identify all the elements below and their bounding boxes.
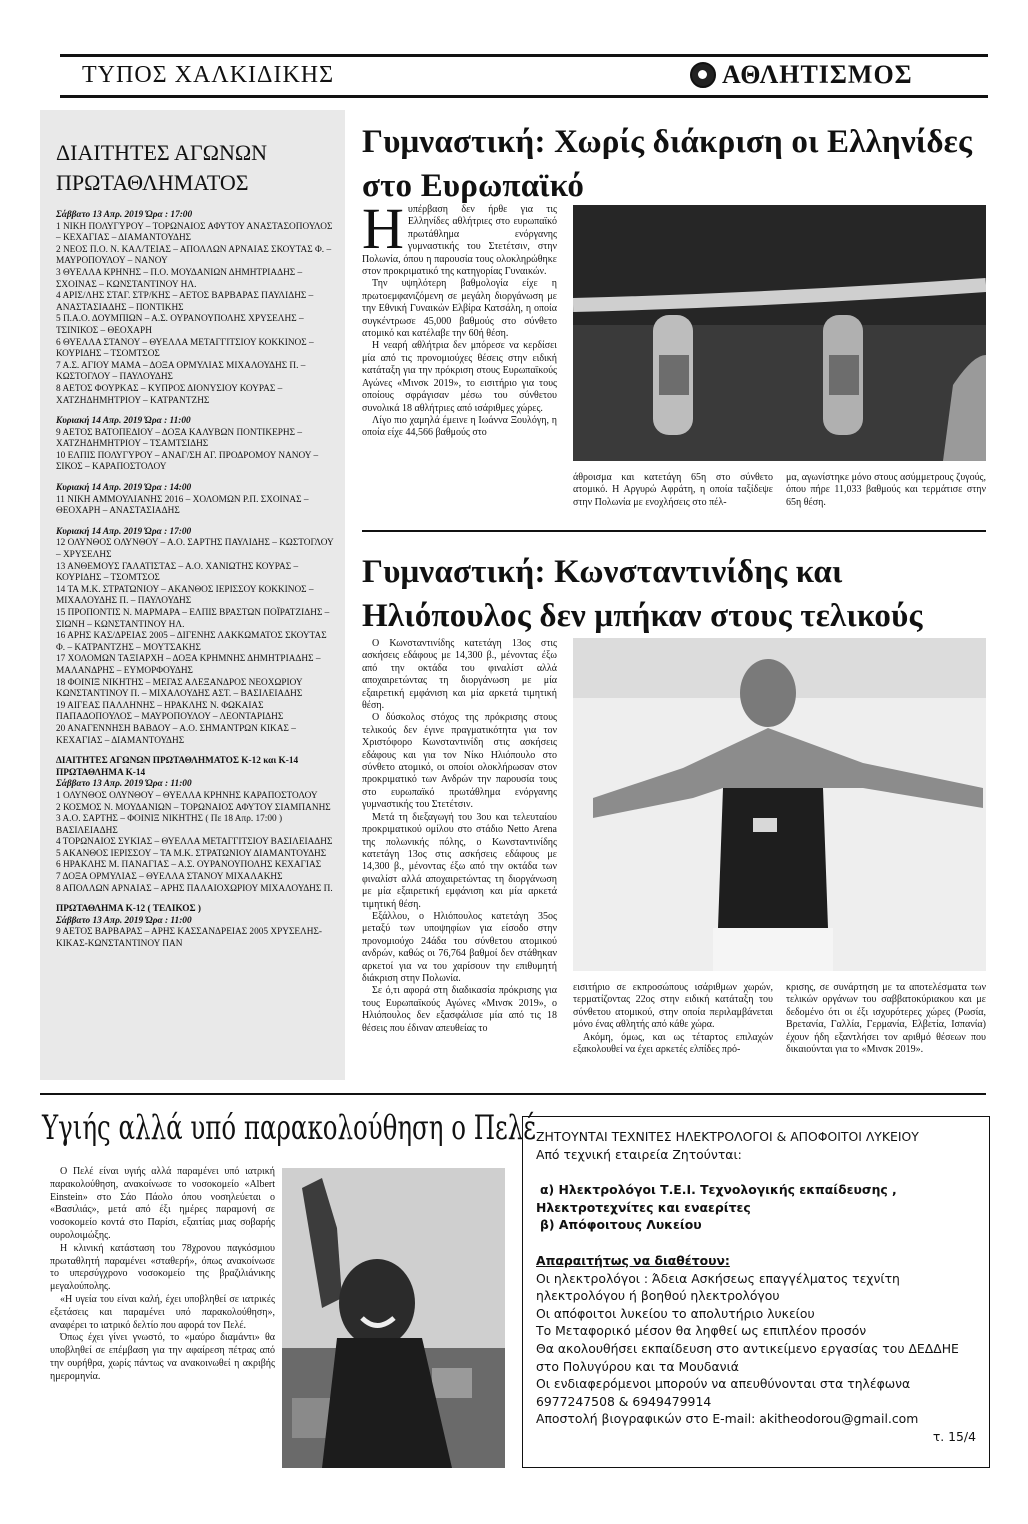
article2-paragraph: Ακόμη, όμως, και ως τέταρτος επιλαχών εξακολουθεί να έχει αρκετές ελπίδες πρό- <box>573 1031 773 1056</box>
pele-illustration <box>282 1168 505 1468</box>
ad-line: Οι ηλεκτρολόγοι : Άδεια Ασκήσεως επαγγέλματος τεχνίτη ηλεκτρολόγου ή βοηθού ηλεκτρολόγου <box>536 1270 900 1304</box>
article2-paragraph: Εξάλλου, ο Ηλιόπουλος κατετάγη 35ος μεταξύ των υποψηφίων για είσοδο στην προνομιούχο 24άδα του σύνθετου ατομικού ανδρών, καθώς οι 76,764 βαθμοί δεν στάθηκαν αρκετοί για να του χαρίσουν την επιθυμητή διάκριση στην Πολωνία. <box>362 910 557 984</box>
article1-paragraph: υπέρβαση δεν ήρθε για τις Ελληνίδες αθλήτριες στο ευρωπαϊκό πρωτάθλημα ενόργανης γυμναστικής του Στετέτσιν, στην Πολωνία, όπου η παρουσία τους ολοκληρώθηκε στον προκριματικό της κατηγορίας Γυναικών. <box>362 204 557 278</box>
ad-heading: ΖΗΤΟΥΝΤΑΙ ΤΕΧΝΙΤΕΣ ΗΛΕΚΤΡΟΛΟΓΟΙ & ΑΠΟΦΟΙΤΟΙ ΛΥΚΕΙΟΥ <box>536 1129 919 1144</box>
pele-paragraph: «Η υγεία του είναι καλή, έχει υποβληθεί σε ιατρικές εξετάσεις και παραμένει υπό παρακολούθηση», αναφέρει το ιατρικό δελτίο που αφορά τον Πελέ. <box>50 1293 275 1331</box>
article1-column1 <box>362 196 557 440</box>
article2-paragraph: Ο Κωνσταντινίδης κατετάγη 13ος στις ασκήσεις εδάφους με 14,300 β., μένοντας έξω από την οκτάδα του φιναλίστ αλλά αποχαιρετώντας τη διοργάνωση με μία εξαιρετική εμφάνιση και μία αρκετά τιμητική θέση. <box>362 638 557 712</box>
article2-column1 <box>362 638 557 1035</box>
pele-paragraph: Όπως έχει γίνει γνωστό, το «μαύρο διαμάντι» θα υποβληθεί σε επέμβαση για την αφαίρεση πέτρας από την ουρήθρα, χωρίς πάντως να ανακοινωθεί η ακριβής ημερομηνία. <box>50 1332 275 1382</box>
article2-paragraph: Σε ό,τι αφορά στη διαδικασία πρόκρισης για τους Ευρωπαϊκούς Αγώνες «Μινσκ 2019», ο Ηλιόπουλος δεν εξασφάλισε μία από τις 18 θέσεις που έδιναν απευθείας το <box>362 985 557 1034</box>
drop-cap: Η <box>362 196 404 261</box>
match-date: Σάββατο 13 Απρ. 2019 Ώρα : 11:00 <box>56 915 192 926</box>
article2-headline <box>362 550 1002 638</box>
pele-photo <box>282 1168 505 1468</box>
football-icon <box>690 62 716 88</box>
newspaper-name: ΤΥΠΟΣ ΧΑΛΚΙΔΙΚΗΣ <box>82 62 335 88</box>
match-list: 9 ΑΕΤΟΣ ΒΑΡΒΑΡΑΣ – ΑΡΗΣ ΚΑΣΣΑΝΔΡΕΙΑΣ 2005 ΧΡΥΣΕΛΗΣ-ΚΙΚΑΣ-ΚΩΝΣΤΑΝΤΙΝΟΥ ΠΑΝ <box>56 927 322 950</box>
gymnast-illustration <box>573 638 986 971</box>
match-date: Σάββατο 13 Απρ. 2019 Ώρα : 17:00 <box>56 210 193 220</box>
article2-column3 <box>786 982 986 1056</box>
article1-paragraph: μα, αγωνίστηκε μόνο στους ασύμμετρους ζυγούς, όπου πήρε 11,033 βαθμούς και τερμάτισε στην 65η θέση. <box>786 472 986 508</box>
article1-column2 <box>573 472 773 509</box>
article1-paragraph: Η νεαρή αθλήτρια δεν μπόρεσε να κερδίσει μία από τις προνομιούχες θέσεις στην ειδική κατάταξη για την πρόκριση στους Ευρωπαϊκούς Αγώνες «Μινσκ 2019», το εισιτήριο για τους οποίους σφράγισαν μέσω του σύνθετου συνολικά 18 αθλήτριες από ισάριθμες χώρες. <box>362 340 557 414</box>
ad-line: Οι ενδιαφερόμενοι μπορούν να απευθύνονται στα τηλέφωνα 6977247508 & 6949479914 <box>536 1376 911 1409</box>
match-list: 1 ΝΙΚΗ ΠΟΛΥΓΥΡΟΥ – ΤΟΡΩΝΑΙΟΣ ΑΦΥΤΟΥ ΑΝΑΣΤΑΣΟΠΟΥΛΟΣ – ΚΕΧΑΓΙΑΣ – ΔΙΑΜΑΝΤΟΥΔΗΣ 2 ΝΕΟΣ Π.Ο. Ν. ΚΑΛ/ΤΕΙΑΣ – ΑΠΟΛΛΩΝ ΑΡΝΑΙΑΣ ΣΚΟΥΤΑΣ Φ. – ΜΑΥΡΟΠΟΥΛΟΥ – ΝΑΝΟΥ 3 ΘΥΕΛΛΑ ΚΡΗΝΗΣ – Π.Ο. ΜΟΥΔΑΝΙΩΝ ΔΗΜΗΤΡΙΑΔΗΣ – ΣΧΟΙΝΑΣ – ΚΩΝΣΤΑΝΤΙΝΟΥ ΗΛ. 4 ΑΡΙΣ/ΛΗΣ ΣΤΑΓ. ΣΤΡ/ΚΗΣ – ΑΕΤΟΣ ΒΑΡΒΑΡΑΣ ΠΑΥΛΙΔΗΣ – ΑΝΑΣΤΑΣΙΑΔΗΣ – ΠΟΝΤΙΚΗΣ 5 Π.Α.Ο. ΔΟΥΜΠΙΩΝ – Α.Σ. ΟΥΡΑΝΟΥΠΟΛΗΣ ΧΡΥΣΕΛΗΣ – ΤΣΙΝΙΚΟΣ – ΘΕΟΧΑΡΗ 6 ΘΥΕΛΛΑ ΣΤΑΝΟΥ – ΘΥΕΛΛΑ ΜΕΤΑΓΓΙΤΣΙΟΥ ΚΟΚΚΙΝΟΣ – ΚΟΥΡΙΔΗΣ – ΤΣΟΜΤΣΟΣ 7 Α.Σ. ΑΓΙΟΥ ΜΑΜΑ – ΔΟΞΑ ΟΡΜΥΛΙΑΣ ΜΙΧΑΛΟΥΔΗΣ Π. – ΚΩΣΤΟΓΛΟΥ – ΠΑΥΛΟΥΔΗΣ 8 ΑΕΤΟΣ ΦΟΥΡΚΑΣ – ΚΥΠΡΟΣ ΔΙΟΝΥΣΙΟΥ ΚΟΥΡΑΣ – ΧΑΤΖΗΔΗΜΗΤΡΙΟΥ – ΚΑΤΡΑΝΤΖΗΣ <box>56 221 333 406</box>
article2-paragraph: εισιτήριο σε εκπροσώπους ισάριθμων χωρών, τερματίζοντας 22ος στην ειδική κατάταξη του σύνθετου ατομικού, στην οποία περιλαμβάνεται μόνο ένας αθλητής από κάθε χώρα. <box>573 982 773 1031</box>
article1-headline-line2: στο Ευρωπαϊκό <box>362 168 585 204</box>
article2-paragraph: Μετά τη διεξαγωγή του 3ου και τελευταίου προκριματικού ομίλου στο στάδιο Netto Arena της πολωνικής πόλης, ο Κωνσταντινίδης κατετάγη 13ος στις ασκήσεις εδάφους με 14,300 β., μένοντας έξω από την οκτάδα των φιναλίστ αλλά αποχαιρετώντας τη διοργάνωση με μία εξαιρετική εμφάνιση και μία αρκετά τιμητική θέση. <box>362 811 557 910</box>
article-divider <box>362 530 986 532</box>
top-rule <box>60 54 988 57</box>
ad-line: Οι απόφοιτοι λυκείου το απολυτήριο λυκείου <box>536 1305 815 1321</box>
ad-line: Ηλεκτροτεχνίτες και εναερίτες <box>536 1199 751 1215</box>
gymnast-bars-photo <box>573 205 986 461</box>
article1-paragraph: άθροισμα και κατετάγη 65η στο σύνθετο ατομικό. Η Αργυρώ Αφράτη, η οποία ταξίδεψε στην Πολωνία με ενοχλήσεις στο πέλ- <box>573 472 773 508</box>
uneven-bars-illustration <box>573 205 986 461</box>
article2-headline-line1: Γυμναστική: Κωνσταντινίδης και <box>362 554 843 590</box>
pele-body <box>50 1166 275 1384</box>
pele-paragraph: Ο Πελέ είναι υγιής αλλά παραμένει υπό ιατρική παρακολούθηση, ανακοίνωσε το νοσοκομείο «Albert Einstein» στο Σάο Πάολο όπου νοσηλεύεται ο «Βασιλιάς», μετά από έξι ημέρες παραμονή σε νοσοκομείο κοντά στο Παρίσι, εξαιτίας μιας σοβαρής ουρολοιμώξης. <box>50 1166 275 1241</box>
pele-headline: Υγιής αλλά υπό παρακολούθηση ο Πελέ <box>42 1108 536 1148</box>
article1-paragraph: Την υψηλότερη βαθμολογία είχε η πρωτοεμφανιζόμενη σε μεγάλη διοργάνωση με την Εθνική Γυναικών Ελβίρα Κατσάλη, η οποία συγκέντρωσε 45,000 βαθμούς στο σύνθετο ατομικό και κατέλαβε την 60ή θέση. <box>362 278 557 340</box>
sidebar-title <box>56 138 336 198</box>
match-date: Κυριακή 14 Απρ. 2019 Ώρα : 11:00 <box>56 416 191 427</box>
article2-headline-line2: Ηλιόπουλος δεν μπήκαν στους τελικούς <box>362 598 923 634</box>
match-date: Κυριακή 14 Απρ. 2019 Ώρα : 14:00 <box>56 483 192 494</box>
k14-heading: ΔΙΑΙΤΗΤΕΣ ΑΓΩΝΩΝ ΠΡΩΤΑΘΛΗΜΑΤΟΣ Κ-12 και Κ-14 ΠΡΩΤΑΘΛΗΜΑ Κ-14 <box>56 756 299 778</box>
header-rule <box>60 95 988 98</box>
ad-code: τ. 15/4 <box>932 1428 976 1444</box>
ad-email-line: Αποστολή βιογραφικών στο E-mail: akitheodorou@gmail.com <box>536 1411 919 1427</box>
referees-list <box>56 210 338 960</box>
ad-line: Θα ακολουθήσει εκπαίδευση στο αντικείμενο εργασίας του ΔΕΔΔΗΕ στο Πολυγύρου και τα Μουδανιά <box>536 1340 959 1374</box>
k12-heading: ΠΡΩΤΑΘΛΗΜΑ Κ-12 ( ΤΕΛΙΚΟΣ ) <box>56 904 202 915</box>
ad-line: Από τεχνική εταιρεία Ζητούνται: <box>536 1146 742 1162</box>
article1-headline-line1: Γυμναστική: Χωρίς διάκριση οι Ελληνίδες <box>362 124 973 160</box>
ad-line: β) Απόφοιτους Λυκείου <box>540 1217 702 1233</box>
match-date: Σάββατο 13 Απρ. 2019 Ώρα : 11:00 <box>56 779 192 790</box>
match-list: 9 ΑΕΤΟΣ ΒΑΤΟΠΕΔΙΟΥ – ΔΟΞΑ ΚΑΛΥΒΩΝ ΠΟΝΤΙΚΕΡΗΣ – ΧΑΤΖΗΔΗΜΗΤΡΙΟΥ – ΤΣΑΜΤΣΙΔΗΣ 10 ΕΛΠΙΣ ΠΟΛΥΓΥΡΟΥ – ΑΝΑΓ/ΣΗ ΑΓ. ΠΡΟΔΡΟΜΟΥ ΝΑΝΟΥ – ΣΙΚΟΣ – ΚΑΡΑΠΟΣΤΟΛΟΥ <box>56 427 319 473</box>
match-list: 12 ΟΛΥΝΘΟΣ ΟΛΥΝΘΟΥ – Α.Ο. ΣΑΡΤΗΣ ΠΑΥΛΙΔΗΣ – ΚΩΣΤΟΓΛΟΥ – ΧΡΥΣΕΛΗΣ 13 ΑΝΘΕΜΟΥΣ ΓΑΛΑΤΙΣΤΑΣ – Α.Ο. ΧΑΝΙΩΤΗΣ ΚΟΥΡΑΣ – ΚΟΥΡΙΔΗΣ – ΤΣΟΜΤΣΟΣ 14 ΤΑ Μ.Κ. ΣΤΡΑΤΩΝΙΟΥ – ΑΚΑΝΘΟΣ ΙΕΡΙΣΣΟΥ ΚΟΚΚΙΝΟΣ – ΜΙΧΑΛΟΥΔΗΣ Π. – ΠΑΥΛΟΥΔΗΣ 15 ΠΡΟΠΟΝΤΙΣ Ν. ΜΑΡΜΑΡΑ – ΕΛΠΙΣ ΒΡΑΣΤΩΝ ΠΟΪΡΑΤΖΙΔΗΣ – ΣΙΩΝΗ – ΚΩΝΣΤΑΝΤΙΝΟΥ ΗΛ. 16 ΑΡΗΣ ΚΑΣ/ΔΡΕΙΑΣ 2005 – ΔΙΓΕΝΗΣ ΛΑΚΚΩΜΑΤΟΣ ΣΚΟΥΤΑΣ Φ. – ΚΑΤΡΑΝΤΖΗΣ – ΜΟΥΤΣΑΚΗΣ 17 ΧΟΛΟΜΩΝ ΤΑΞΙΑΡΧΗ – ΔΟΞΑ ΚΡΗΜΝΗΣ ΔΗΜΗΤΡΙΑΔΗΣ – ΜΑΛΑΝΔΡΗΣ – ΕΥΜΟΡΦΟΥΔΗΣ 18 ΦΟΙΝΙΞ ΝΙΚΗΤΗΣ – ΜΕΓΑΣ ΑΛΕΞΑΝΔΡΟΣ ΝΕΟΧΩΡΙΟΥ ΚΩΝΣΤΑΝΤΙΝΟΥ Π. – ΜΙΧΑΛΟΥΔΗΣ ΑΣΤ. – ΒΑΣΙΛΕΙΑΔΗΣ 19 ΑΙΓΕΑΣ ΠΑΛΛΗΝΗΣ – ΗΡΑΚΛΗΣ Ν. ΦΩΚΑΙΑΣ ΠΑΠΑΔΟΠΟΥΛΟΣ – ΜΑΥΡΟΠΟΥΛΟΥ – ΛΕΟΝΤΑΡΙΔΗΣ 20 ΑΝΑΓΕΝΝΗΣΗ ΒΑΒΔΟΥ – Α.Ο. ΣΗΜΑΝΤΡΩΝ ΚΙΚΑΣ – ΚΕΧΑΓΙΑΣ – ΔΙΑΜΑΝΤΟΥΔΗΣ <box>56 538 334 746</box>
ad-subheading: Απαραιτήτως να διαθέτουν: <box>536 1252 730 1268</box>
match-list: 1 ΟΛΥΝΘΟΣ ΟΛΥΝΘΟΥ – ΘΥΕΛΛΑ ΚΡΗΝΗΣ ΚΑΡΑΠΟΣΤΟΛΟΥ 2 ΚΟΣΜΟΣ Ν. ΜΟΥΔΑΝΙΩΝ – ΤΟΡΩΝΑΙΟΣ ΑΦΥΤΟΥ ΣΙΑΜΠΑΝΗΣ 3 Α.Ο. ΣΑΡΤΗΣ – ΦΟΙΝΙΞ ΝΙΚΗΤΗΣ ( Πε 18 Απρ. 17:00 ) ΒΑΣΙΛΕΙΑΔΗΣ 4 ΤΟΡΩΝΑΙΟΣ ΣΥΚΙΑΣ – ΘΥΕΛΛΑ ΜΕΤΑΓΓΙΤΣΙΟΥ ΒΑΣΙΛΕΙΑΔΗΣ 5 ΑΚΑΝΘΟΣ ΙΕΡΙΣΣΟΥ – ΤΑ Μ.Κ. ΣΤΡΑΤΩΝΙΟΥ ΔΙΑΜΑΝΤΟΥΔΗΣ 6 ΗΡΑΚΛΗΣ Μ. ΠΑΝΑΓΙΑΣ – Α.Σ. ΟΥΡΑΝΟΥΠΟΛΗΣ ΚΕΧΑΓΙΑΣ 7 ΔΟΞΑ ΟΡΜΥΛΙΑΣ – ΘΥΕΛΛΑ ΣΤΑΝΟΥ ΜΙΧΑΛΑΚΗΣ 8 ΑΠΟΛΛΩΝ ΑΡΝΑΙΑΣ – ΑΡΗΣ ΠΑΛΑΙΟΧΩΡΙΟΥ ΜΙΧΑΛΟΥΔΗΣ Π. <box>56 790 333 894</box>
match-date: Κυριακή 14 Απρ. 2019 Ώρα : 17:00 <box>56 526 192 537</box>
match-list: 11 ΝΙΚΗ ΑΜΜΟΥΛΙΑΝΗΣ 2016 – ΧΟΛΟΜΩΝ Ρ.Π. ΣΧΟΙΝΑΣ – ΘΕΟΧΑΡΗ – ΑΝΑΣΤΑΣΙΑΔΗΣ <box>56 494 309 517</box>
article2-paragraph: Ο δύσκολος στόχος της πρόκρισης στους τελικούς δεν έγινε πραγματικότητα για τον Χριστόφορο Κωνσταντινίδη στις ασκήσεις εδάφους και για τον Νίκο Ηλιόπουλο στο σύνθετο ατομικό, οι οποίοι ολοκλήρωσαν στον προκριματικό των Ανδρών την παρουσία τους στο ευρωπαϊκό πρωτάθλημα ενόργανης γυμναστικής του Στετέτσιν. <box>362 712 557 811</box>
bottom-section-rule <box>40 1093 986 1095</box>
article1-headline <box>362 120 1002 208</box>
pele-paragraph: Η κλινική κατάσταση του 78χρονου παγκόσμιου πρωταθλητή παραμένει «σταθερή», όπως ανακοίνωσε το υπερσύγχρονο νοσοκομείο της βραζιλιάνικης μεγαλούπολης. <box>50 1242 275 1293</box>
gymnast-man-photo <box>573 638 986 971</box>
section-title <box>690 60 913 90</box>
article1-column3 <box>786 472 986 509</box>
article1-paragraph: Λίγο πιο χαμηλά έμεινε η Ιωάννα Ξουλόγη, η οποία είχε 44,566 βαθμούς στο <box>362 414 557 439</box>
article2-paragraph: κρισης, σε συνάρτηση με τα αποτελέσματα των τελικών οργάνων του σαββατοκύριακου και με δεδομένο ότι οι έξι ισχυρότερες χώρες (Ρωσία, Βρετανία, Γαλλία, Γερμανία, Ελβετία, Ισπανία) έχουν ήδη εξαντλήσει τον αριθμό θέσεων που δικαιούνται για το «Μινσκ 2019». <box>786 982 986 1056</box>
ad-line: α) Ηλεκτρολόγοι Τ.Ε.Ι. Τεχνολογικής εκπαίδευσης , <box>540 1182 897 1198</box>
ad-line: Το Μεταφορικό μέσον θα ληφθεί ως επιπλέον προσόν <box>536 1323 867 1339</box>
section-label: ΑΘΛΗΤΙΣΜΟΣ <box>722 60 913 89</box>
sidebar-title-line2: ΠΡΩΤΑΘΛΗΜΑΤΟΣ <box>56 170 249 195</box>
job-ad <box>536 1128 982 1446</box>
sidebar-title-line1: ΔΙΑΙΤΗΤΕΣ ΑΓΩΝΩΝ <box>56 140 268 165</box>
article2-column2 <box>573 982 773 1056</box>
